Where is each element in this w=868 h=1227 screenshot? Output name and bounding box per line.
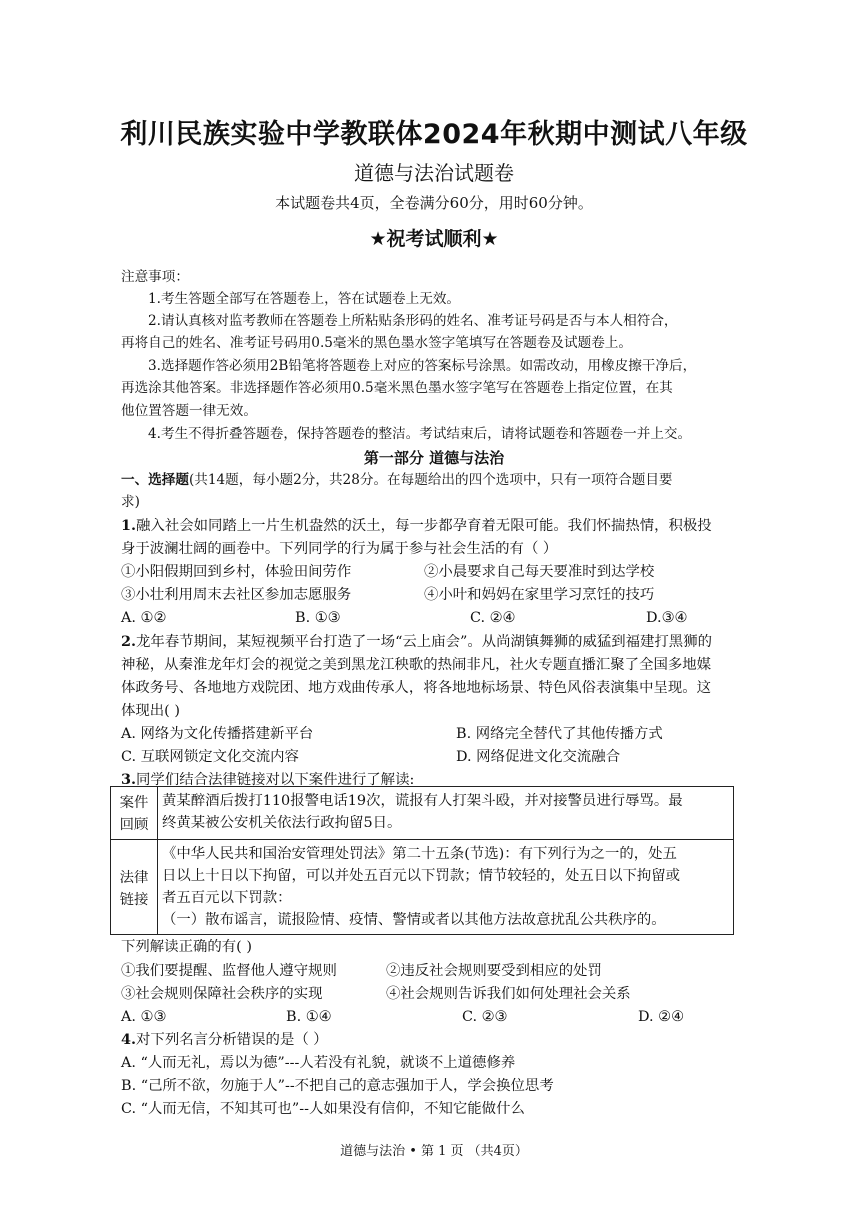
exam-subtitle: 道德与法治试题卷	[354, 161, 514, 185]
q1-option-c: C. ②④	[470, 610, 516, 626]
q1-item: ②小晨要求自己每天要准时到达学校	[424, 564, 655, 580]
note-line: 再将自己的姓名、准考证号码用0.5毫米的黑色墨水签字笔填写在答题卷及试题卷上。	[121, 335, 632, 351]
section-intro	[121, 469, 673, 491]
case-row	[111, 787, 734, 840]
q3-prompt: 下列解读正确的有( )	[121, 939, 252, 955]
q1-option-a: A. ①②	[121, 610, 167, 626]
question-number: 2.	[121, 633, 137, 650]
q2-option-d: D. 网络促进文化交流融合	[456, 749, 621, 765]
good-luck-banner: ★祝考试顺利★	[369, 228, 499, 250]
q2-option-a: A. 网络为文化传播搭建新平台	[121, 726, 314, 742]
exam-title: 利川民族实验中学教联体2024年秋期中测试八年级	[120, 119, 748, 150]
note-line: 1.考生答题全部写在答题卷上，答在试题卷上无效。	[148, 291, 461, 307]
exam-info: 本试题卷共4页，全卷满分60分，用时60分钟。	[275, 194, 593, 212]
note-line: 他位置答题一律无效。	[121, 403, 257, 419]
question-number: 3.	[121, 771, 137, 788]
question-2-stem-cont: 体现出( )	[121, 703, 180, 719]
q1-item: ①小阳假期回到乡村，体验田间劳作	[121, 564, 352, 580]
q3-item: ①我们要提醒、监督他人遵守规则	[121, 963, 337, 979]
q3-item: ②违反社会规则要受到相应的处罚	[386, 963, 602, 979]
page-footer: 道德与法治 • 第 1 页 （共4页）	[340, 1144, 528, 1159]
q2-option-b: B. 网络完全替代了其他传播方式	[456, 726, 663, 742]
law-row	[111, 840, 734, 935]
q4-option-a: A. “人而无礼，焉以为德”---人若没有礼貌，就谈不上道德修养	[121, 1055, 516, 1071]
question-text: 融入社会如同踏上一片生机盎然的沃土，每一步都孕育着无限可能。我们怀揣热情，积极投	[136, 518, 712, 534]
question-1-stem-cont: 身于波澜壮阔的画卷中。下列同学的行为属于参与社会生活的有（ ）	[121, 541, 558, 557]
q3-option-d: D. ②④	[638, 1009, 684, 1025]
question-1-stem	[121, 515, 712, 537]
q3-option-b: B. ①④	[286, 1009, 332, 1025]
case-table	[110, 786, 734, 935]
note-line: 4.考生不得折叠答题卷，保持答题卷的整洁。考试结束后，请将试题卷和答题卷一并上交。	[148, 426, 692, 442]
note-line: 2.请认真核对监考教师在答题卷上所粘贴条形码的姓名、准考证号码是否与本人相符合，	[148, 313, 678, 329]
q4-option-c: C. “人而无信，不知其可也”--人如果没有信仰，不知它能做什么	[121, 1101, 525, 1117]
q3-option-a: A. ①③	[121, 1009, 167, 1025]
question-text: 龙年春节期间，某短视频平台打造了一场“云上庙会”。从尚湖镇舞狮的威猛到福建打黑狮的	[136, 634, 712, 650]
section-desc-cont: 求)	[121, 494, 140, 510]
section-desc: (共14题，每小题2分，共28分。在每题给出的四个选项中，只有一项符合题目要	[188, 472, 673, 488]
question-2-stem-cont: 体政务号、各地地方戏院团、地方戏曲传承人，将各地地标场景、特色风俗表演集中呈现。这	[121, 680, 712, 696]
law-label: 法律 链接	[111, 840, 158, 935]
q3-item: ③社会规则保障社会秩序的实现	[121, 986, 323, 1002]
question-text: 对下列名言分析错误的是（ ）	[136, 1032, 328, 1048]
question-2-stem	[121, 631, 712, 653]
q4-option-b: B. “己所不欲，勿施于人”--不把自己的意志强加于人，学会换位思考	[121, 1078, 554, 1094]
question-number: 1.	[121, 517, 137, 534]
q1-item: ④小叶和妈妈在家里学习烹饪的技巧	[424, 587, 655, 603]
q2-option-c: C. 互联网锁定文化交流内容	[121, 749, 299, 765]
question-2-stem-cont: 神秘，从秦淮龙年灯会的视觉之美到黑龙江秧歌的热闹非凡，社火专题直播汇聚了全国多地媒	[121, 657, 712, 673]
q1-item: ③小壮利用周末去社区参加志愿服务	[121, 587, 352, 603]
part-heading: 第一部分 道德与法治	[363, 449, 505, 467]
q1-option-d: D.③④	[646, 610, 688, 626]
section-label: 一、选择题	[121, 472, 189, 488]
note-line: 3.选择题作答必须用2B铅笔将答题卷上对应的答案标号涂黑。如需改动，用橡皮擦干净后，	[148, 358, 697, 374]
note-line: 再选涂其他答案。非选择题作答必须用0.5毫米黑色墨水签字笔写在答题卷上指定位置，在其	[121, 380, 673, 396]
case-label: 案件 回顾	[111, 787, 158, 840]
question-4-stem	[121, 1029, 328, 1051]
q3-item: ④社会规则告诉我们如何处理社会关系	[386, 986, 631, 1002]
law-text: 《中华人民共和国治安管理处罚法》第二十五条(节选)：有下列行为之一的，处五 日以上十日以下拘留，可以并处五百元以下罚款；情节较轻的，处五日以下拘留或 者五百元以下罚款： （一）散布谣言，谎报险情、疫情、警情或者以其他方法故意扰乱公共秩序的。	[158, 840, 734, 935]
question-number: 4.	[121, 1031, 137, 1048]
q1-option-b: B. ①③	[295, 610, 341, 626]
q3-option-c: C. ②③	[462, 1009, 508, 1025]
case-text: 黄某醉酒后拨打110报警电话19次，谎报有人打架斗殴，并对接警员进行辱骂。最 终黄某被公安机关依法行政拘留5日。	[158, 787, 734, 840]
question-text: 同学们结合法律链接对以下案件进行了解读:	[136, 772, 415, 788]
notes-heading: 注意事项：	[121, 269, 189, 285]
